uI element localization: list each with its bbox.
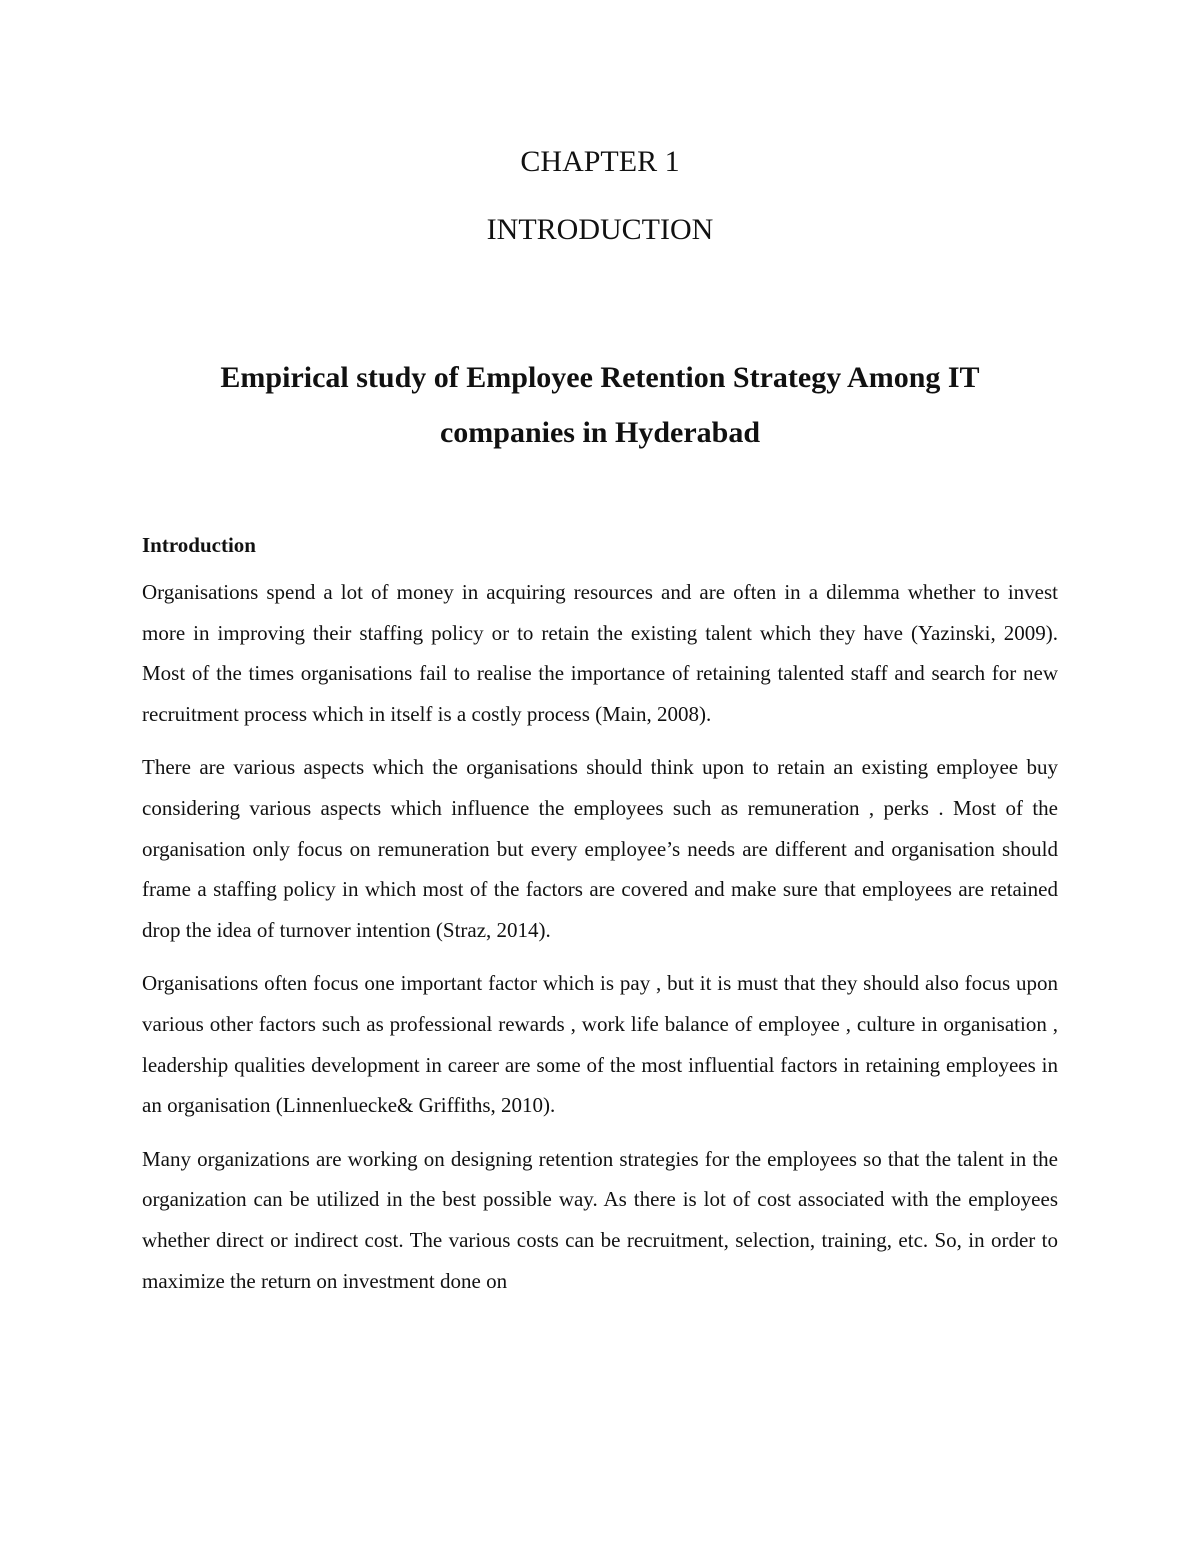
body-paragraph: There are various aspects which the organisations should think upon to retain an existing employee buy considering various aspects which influence the employees such as remuneration , perks . Most of the organisation only focus on remuneration but every employee’s needs are different and organisation should frame a staffing policy in which most of the factors are covered and make sure that employees are retained drop the idea of turnover intention (Straz, 2014).	[142, 755, 1058, 942]
document-body	[142, 530, 1058, 1314]
body-paragraph: Many organizations are working on designing retention strategies for the employees so that the talent in the organization can be utilized in the best possible way. As there is lot of cost associated with the employees whether direct or indirect cost. The various costs can be recruitment, selection, training, etc. So, in order to maximize the return on investment done on	[142, 1146, 1058, 1293]
body-paragraph: Organisations often focus one important factor which is pay , but it is must that they should also focus upon various other factors such as professional rewards , work life balance of employee , culture in organisation , leadership qualities development in career are some of the most influential factors in retaining employees in an organisation (Linnenluecke& Griffiths, 2010).	[142, 971, 1058, 1118]
section-heading: Introduction	[142, 533, 256, 557]
chapter-title: INTRODUCTION	[486, 213, 714, 246]
chapter-label: CHAPTER 1	[520, 145, 680, 178]
body-paragraph: Organisations spend a lot of money in acquiring resources and are often in a dilemma whether to invest more in improving their staffing policy or to retain the existing talent which they have (Yazinski, 2009). Most of the times organisations fail to realise the importance of retaining talented staff and search for new recruitment process which in itself is a costly process (Main, 2008).	[142, 580, 1058, 726]
document-title: Empirical study of Employee Retention Strategy Among IT companies in Hyderabad	[220, 361, 980, 449]
